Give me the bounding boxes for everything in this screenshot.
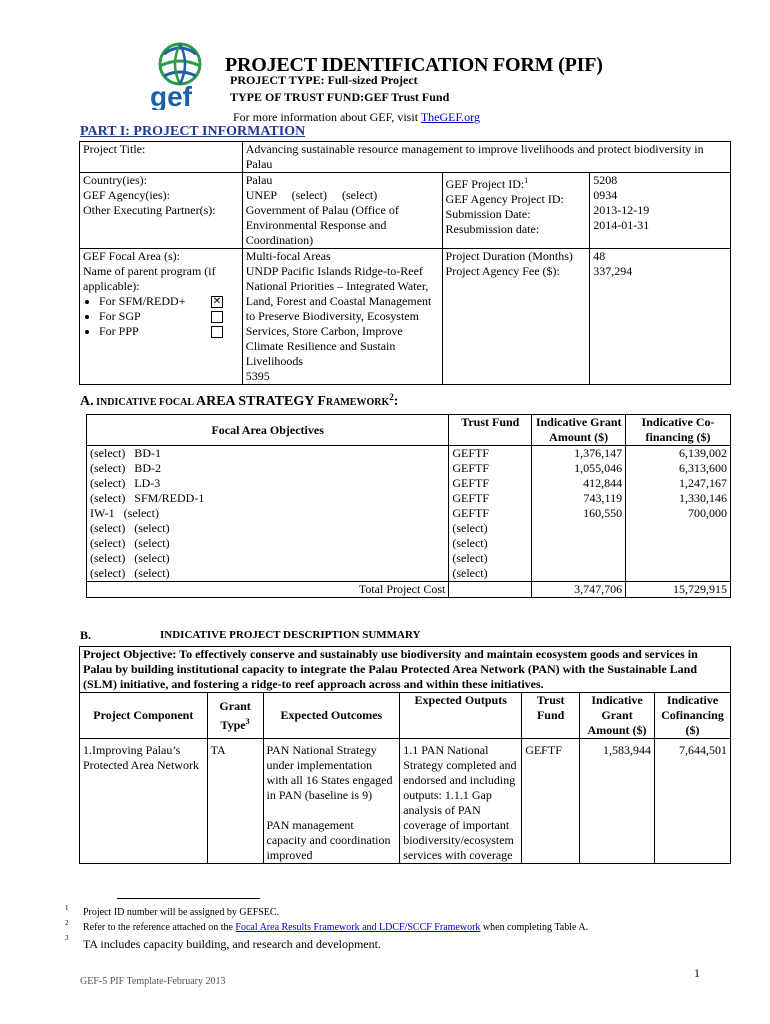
partners-label: Other Executing Partner(s): [83,203,216,217]
grant-cell [532,566,626,582]
trust-fund-value: GEF Trust Fund [364,90,450,104]
submission-label: Submission Date: [445,207,531,221]
col-header-b-cofinancing: Indicative Cofinancing ($) [654,693,730,739]
objective-cell[interactable]: IW-1 (select) [87,506,449,521]
col-header-grant: Indicative Grant Amount ($) [532,415,626,446]
cofinancing-cell [626,536,731,551]
table-b-header [80,693,731,739]
focal-area-label: GEF Focal Area (s): [83,249,180,263]
table-row [87,566,731,582]
grant-type-value: TA [207,739,263,864]
grant-cell: 743,119 [532,491,626,506]
project-title-label: Project Title: [80,142,243,173]
submission-value: 2013-12-19 [593,203,650,217]
trust-fund-cell[interactable]: (select) [449,521,532,536]
component-value: 1.Improving Palau’s Protected Area Network [80,739,208,864]
trust-fund-cell[interactable]: GEFTF [449,461,532,476]
cofinancing-cell: 1,330,146 [626,491,731,506]
col-header-b-grant: Indicative Grant Amount ($) [580,693,655,739]
grant-cell [532,521,626,536]
table-row [87,536,731,551]
parent-program-id: 5395 [245,369,270,383]
template-footer: GEF-5 PIF Template-February 2013 [80,976,226,987]
objective-cell[interactable]: (select) BD-1 [87,446,449,462]
objective-cell[interactable]: (select) (select) [87,551,449,566]
program-list [83,294,239,339]
table-row [87,551,731,566]
info-text: For more information about GEF, visit [233,110,421,124]
trust-fund-cell[interactable]: (select) [449,551,532,566]
col-header-trust-fund: Trust Fund [449,415,532,446]
country-value: Palau [245,173,273,187]
table-a-body [87,446,731,582]
project-objective: Project Objective: To effectively conserve and sustainably use biodiversity and maintain ecosystem goods and services in Palau by building institutional capacity to integrate the Palau Protected Area Network (PAN) with the Sustainable Land (SLM) initiative, and fostering a ridge-to reef approach across and within these initiatives. [80,647,731,693]
trust-fund-cell[interactable]: GEFTF [449,491,532,506]
grant-cell: 1,055,046 [532,461,626,476]
program-item-sgp: • For SGP [99,309,239,324]
project-type-value: Full-sized Project [324,73,418,87]
focal-area-strategy-table [86,414,731,598]
trust-fund-cell[interactable]: GEFTF [449,506,532,521]
table-row [80,739,731,864]
col-header-outputs: Expected Outputs [400,693,522,739]
partners-value: Government of Palau (Office of Environmental Response and Coordination) [245,203,399,247]
table-a-total-row [87,582,731,598]
cofinancing-cell [626,551,731,566]
col-header-grant-type: Grant Type$^3$ [207,693,263,739]
objective-cell[interactable]: (select) (select) [87,566,449,582]
parent-program-label: Name of parent program (if applicable): [83,264,216,293]
project-objective-row [80,647,731,693]
results-framework-link[interactable]: Focal Area Results Framework and LDCF/SCCF Framework [235,922,481,933]
total-cofinancing: 15,729,915 [626,582,731,598]
col-header-objectives: Focal Area Objectives [87,415,449,446]
col-header-outcomes: Expected Outcomes [263,693,400,739]
trust-fund-cell[interactable]: (select) [449,566,532,582]
total-label: Total Project Cost [87,582,449,598]
grant-cell [532,551,626,566]
cofinancing-cell [626,566,731,582]
project-title-row [80,142,731,173]
project-type-label: PROJECT TYPE: [230,73,325,87]
cofinancing-cell: 6,313,600 [626,461,731,476]
total-grant: 3,747,706 [532,582,626,598]
resubmission-label: Resubmission date: [445,222,540,236]
trust-fund-cell[interactable]: (select) [449,536,532,551]
program-item-sfm: • For SFM/REDD+ ✕ [99,294,239,309]
grant-cell: 1,376,147 [532,446,626,462]
cofinancing-cell [626,521,731,536]
b-cofinancing-value: 7,644,501 [654,739,730,864]
project-info-table [79,141,731,385]
fee-value: 337,294 [593,264,633,278]
footnote-divider [117,898,260,899]
col-header-component: Project Component [80,693,208,739]
section-a-heading: A. INDICATIVE FOCAL AREA STRATEGY FRAMEWORK$^2$: [80,392,399,409]
fee-label: Project Agency Fee ($): [445,264,560,278]
checkbox-ppp[interactable] [211,326,223,338]
focal-area-value: Multi-focal Areas [245,249,331,263]
project-type [230,73,418,88]
page-title: PROJECT IDENTIFICATION FORM (PIF) [225,54,603,76]
gef-logo [146,38,210,110]
gef-project-id-value: 5208 [593,173,618,187]
duration-value: 48 [593,249,606,263]
table-a-header [87,415,731,446]
section-b-letter: B. [80,628,92,642]
focal-area-row [80,249,731,385]
grant-cell: 160,550 [532,506,626,521]
footnote-ref-1: 1 [524,176,529,185]
table-row [87,461,731,476]
info-line [233,110,480,125]
agency-value: UNEP (select) (select) [245,188,378,202]
country-label: Country(ies): [83,173,147,187]
parent-program-value: UNDP Pacific Islands Ridge-to-Reef National Priorities – Integrated Water, Land, Forest and Coastal Management to Preserve Biodiversity, Ecosystem Services, Store Carbon, Improve Climate Resilience and Sustain Livelihoods [245,264,432,368]
checkbox-sgp[interactable] [211,311,223,323]
table-row [87,446,731,462]
project-description-table [79,646,731,864]
page-number: 1 [694,966,700,980]
trust-fund-cell[interactable]: GEFTF [449,446,532,462]
objective-cell[interactable]: (select) BD-2 [87,461,449,476]
cofinancing-cell: 700,000 [626,506,731,521]
duration-label: Project Duration (Months) [445,249,573,263]
objective-cell[interactable]: (select) LD-3 [87,476,449,491]
agency-label: GEF Agency(ies): [83,188,170,202]
col-header-cofinancing: Indicative Co-financing ($) [626,415,731,446]
b-grant-value: 1,583,944 [580,739,655,864]
trust-fund-cell[interactable]: GEFTF [449,476,532,491]
cofinancing-cell: 1,247,167 [626,476,731,491]
country-row [80,173,731,249]
cofinancing-cell: 6,139,002 [626,446,731,462]
program-item-ppp: • For PPP [99,324,239,339]
table-row [87,491,731,506]
objective-cell[interactable]: (select) (select) [87,536,449,551]
project-title-value: Advancing sustainable resource management to improve livelihoods and protect biodiversity in Palau [242,142,730,173]
objective-cell[interactable]: (select) SFM/REDD-1 [87,491,449,506]
grant-cell: 412,844 [532,476,626,491]
table-row [87,521,731,536]
trust-fund-label: TYPE OF TRUST FUND: [230,90,365,104]
gef-project-id-label: GEF Project ID:$^1$ [445,176,529,191]
section-b-heading: INDICATIVE PROJECT DESCRIPTION SUMMARY [160,629,421,641]
col-header-b-trust-fund: Trust Fund [522,693,580,739]
footnote-ref-3: 3 [245,716,250,726]
b-trust-value: GEFTF [522,739,580,864]
agency-project-id-label: GEF Agency Project ID: [445,192,564,206]
part1-heading: PART I: PROJECT INFORMATION [80,124,306,139]
outcome-2: PAN management capacity and coordination improved [266,818,391,862]
trust-fund-type [230,90,449,105]
outputs-value: 1.1 PAN National Strategy completed and endorsed and including outputs: 1.1.1 Gap analysis of PAN coverage of important biodiversity/ecosystem services with coverage [400,739,522,864]
objective-cell[interactable]: (select) (select) [87,521,449,536]
logo-text: gef [150,81,192,110]
table-row [87,476,731,491]
table-row [87,506,731,521]
grant-cell [532,536,626,551]
agency-project-id-value: 0934 [593,188,618,202]
checkbox-sfm-checked[interactable]: ✕ [212,296,222,307]
footnote-ref-2: 2 [389,392,394,402]
resubmission-value: 2014-01-31 [593,218,650,232]
gef-website-link[interactable]: TheGEF.org [420,110,480,124]
outcome-1: PAN National Strategy under implementation with all 16 States engaged in PAN (baseline is 9) [266,743,393,802]
